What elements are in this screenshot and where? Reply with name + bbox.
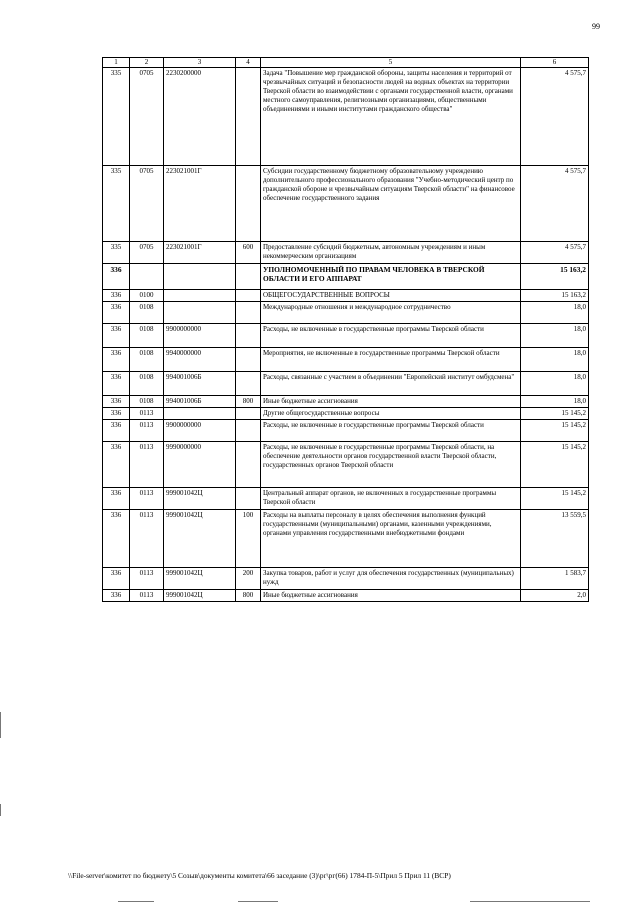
table-row <box>103 242 589 264</box>
cell-subsection: 0108 <box>130 396 164 408</box>
table-row <box>103 372 589 396</box>
cell-description: Расходы, не включенные в государственные программы Тверской области <box>261 324 521 348</box>
table-row <box>103 407 589 419</box>
cell-amount: 18,0 <box>521 302 589 324</box>
cell-description: Задача "Повышение мер гражданской обороны, защиты населения и территорий от чрезвычайных ситуаций и безопасности людей на водных объектах на территории Тверской области во взаимодействии с органами государственной власти, органами местного самоуправления, религиозными организациями, общественными объединениями и иными институтами гражданского общества" <box>261 68 521 166</box>
cell-target-article: 9940000000 <box>164 348 236 372</box>
cell-expense-type <box>236 68 261 166</box>
file-path-footer: \\File-server\комитет по бюджету\5 Созыв\документы комитета\66 заседание (3)\рг\рг(66) 1784-П-5\Прил 5 Прил 11 (ВСР) <box>68 871 451 880</box>
table-row <box>103 68 589 166</box>
cell-subsection: 0100 <box>130 290 164 302</box>
cell-subsection: 0113 <box>130 509 164 567</box>
cell-subsection: 0113 <box>130 441 164 487</box>
table-row <box>103 589 589 601</box>
table-row <box>103 302 589 324</box>
cell-subsection: 0113 <box>130 567 164 589</box>
cell-section: 336 <box>103 509 130 567</box>
cell-target-article: 999001042Ц <box>164 487 236 509</box>
cell-subsection: 0108 <box>130 324 164 348</box>
cell-expense-type <box>236 324 261 348</box>
cell-expense-type: 200 <box>236 567 261 589</box>
cell-subsection: 0705 <box>130 68 164 166</box>
cell-description: Закупка товаров, работ и услуг для обеспечения государственных (муниципальных) нужд <box>261 567 521 589</box>
cell-expense-type <box>236 372 261 396</box>
cell-target-article <box>164 302 236 324</box>
cell-description: Другие общегосударственные вопросы <box>261 407 521 419</box>
cell-target-article: 994001006Б <box>164 396 236 408</box>
cell-expense-type <box>236 348 261 372</box>
cell-description: Расходы, связанные с участием в объединении "Европейский институт омбудсмена" <box>261 372 521 396</box>
table-row <box>103 396 589 408</box>
cell-amount: 15 145,2 <box>521 419 589 441</box>
cell-description: Центральный аппарат органов, не включенных в государственные программы Тверской области <box>261 487 521 509</box>
cell-description: Расходы, не включенные в государственные программы Тверской области <box>261 419 521 441</box>
cell-expense-type: 800 <box>236 589 261 601</box>
column-header: 6 <box>521 58 589 68</box>
cell-subsection <box>130 264 164 290</box>
cell-target-article <box>164 407 236 419</box>
cell-section: 336 <box>103 567 130 589</box>
cell-section: 336 <box>103 396 130 408</box>
cell-amount: 4 575,7 <box>521 242 589 264</box>
cell-amount: 18,0 <box>521 396 589 408</box>
table-row <box>103 441 589 487</box>
cell-description: Предоставление субсидий бюджетным, автономным учреждениям и иным некоммерческим организациям <box>261 242 521 264</box>
cell-section: 336 <box>103 407 130 419</box>
cell-amount: 18,0 <box>521 348 589 372</box>
table-row <box>103 324 589 348</box>
cell-expense-type: 800 <box>236 396 261 408</box>
cell-description: Мероприятия, не включенные в государственные программы Тверской области <box>261 348 521 372</box>
cell-section: 336 <box>103 290 130 302</box>
cell-amount: 15 145,2 <box>521 407 589 419</box>
cell-description: Расходы на выплаты персоналу в целях обеспечения выполнения функций государственными (муниципальными) органами, казенными учреждениями, органами управления государственными внебюджетными фондами <box>261 509 521 567</box>
cell-amount: 13 559,5 <box>521 509 589 567</box>
cell-amount: 4 575,7 <box>521 166 589 242</box>
cell-amount: 2,0 <box>521 589 589 601</box>
cell-description: Расходы, не включенные в государственные программы Тверской области, на обеспечение деятельности органов государственной власти Тверской области, государственных органов Тверской области <box>261 441 521 487</box>
scan-artifact <box>238 901 278 902</box>
cell-subsection: 0113 <box>130 419 164 441</box>
cell-expense-type <box>236 441 261 487</box>
cell-target-article: 999001042Ц <box>164 567 236 589</box>
cell-subsection: 0705 <box>130 242 164 264</box>
cell-section: 336 <box>103 324 130 348</box>
table-header-row <box>103 58 589 68</box>
cell-target-article: 999001042Ц <box>164 509 236 567</box>
cell-section: 336 <box>103 348 130 372</box>
table-row <box>103 567 589 589</box>
cell-expense-type <box>236 302 261 324</box>
scan-artifact <box>118 901 154 902</box>
cell-amount: 18,0 <box>521 372 589 396</box>
cell-target-article: 223021001Г <box>164 166 236 242</box>
cell-target-article <box>164 264 236 290</box>
cell-amount: 15 163,2 <box>521 264 589 290</box>
cell-amount: 15 145,2 <box>521 441 589 487</box>
cell-description: Международные отношения и международное сотрудничество <box>261 302 521 324</box>
cell-description: Субсидии государственному бюджетному образовательному учреждению дополнительного профессионального образования "Учебно-методический центр по гражданской обороне и чрезвычайным ситуациям Тверской области" на финансовое обеспечение государственного задания <box>261 166 521 242</box>
table-row <box>103 290 589 302</box>
cell-amount: 4 575,7 <box>521 68 589 166</box>
cell-description: ОБЩЕГОСУДАРСТВЕННЫЕ ВОПРОСЫ <box>261 290 521 302</box>
cell-expense-type <box>236 264 261 290</box>
cell-section: 336 <box>103 302 130 324</box>
cell-expense-type: 100 <box>236 509 261 567</box>
cell-subsection: 0113 <box>130 487 164 509</box>
cell-section: 335 <box>103 68 130 166</box>
scan-artifact <box>0 804 1 816</box>
table-row <box>103 166 589 242</box>
cell-expense-type <box>236 487 261 509</box>
table-row <box>103 419 589 441</box>
budget-table <box>102 57 589 602</box>
cell-target-article: 999001042Ц <box>164 589 236 601</box>
cell-subsection: 0108 <box>130 348 164 372</box>
cell-amount: 15 145,2 <box>521 487 589 509</box>
cell-expense-type: 600 <box>236 242 261 264</box>
cell-subsection: 0705 <box>130 166 164 242</box>
cell-section: 336 <box>103 419 130 441</box>
page-number: 99 <box>592 22 600 31</box>
cell-target-article: 9990000000 <box>164 441 236 487</box>
cell-target-article: 994001006Б <box>164 372 236 396</box>
cell-subsection: 0113 <box>130 589 164 601</box>
scan-artifact <box>0 712 1 738</box>
cell-expense-type <box>236 166 261 242</box>
cell-target-article: 9900000000 <box>164 324 236 348</box>
cell-description: Иные бюджетные ассигнования <box>261 396 521 408</box>
cell-section: 335 <box>103 242 130 264</box>
column-header: 1 <box>103 58 130 68</box>
cell-section: 335 <box>103 166 130 242</box>
column-header: 3 <box>164 58 236 68</box>
column-header: 5 <box>261 58 521 68</box>
cell-description: Иные бюджетные ассигнования <box>261 589 521 601</box>
column-header: 2 <box>130 58 164 68</box>
cell-subsection: 0113 <box>130 407 164 419</box>
cell-expense-type <box>236 290 261 302</box>
cell-section: 336 <box>103 372 130 396</box>
cell-amount: 18,0 <box>521 324 589 348</box>
cell-target-article: 2230200000 <box>164 68 236 166</box>
cell-description: УПОЛНОМОЧЕННЫЙ ПО ПРАВАМ ЧЕЛОВЕКА В ТВЕРСКОЙ ОБЛАСТИ И ЕГО АППАРАТ <box>261 264 521 290</box>
cell-subsection: 0108 <box>130 302 164 324</box>
cell-expense-type <box>236 419 261 441</box>
table-row <box>103 487 589 509</box>
cell-section: 336 <box>103 487 130 509</box>
cell-subsection: 0108 <box>130 372 164 396</box>
cell-target-article: 9900000000 <box>164 419 236 441</box>
cell-amount: 15 163,2 <box>521 290 589 302</box>
column-header: 4 <box>236 58 261 68</box>
cell-section: 336 <box>103 441 130 487</box>
cell-expense-type <box>236 407 261 419</box>
cell-section: 336 <box>103 264 130 290</box>
cell-target-article <box>164 290 236 302</box>
table-row <box>103 264 589 290</box>
cell-amount: 1 583,7 <box>521 567 589 589</box>
scan-artifact <box>470 901 590 902</box>
table-row <box>103 348 589 372</box>
cell-target-article: 223021001Г <box>164 242 236 264</box>
cell-section: 336 <box>103 589 130 601</box>
table-row <box>103 509 589 567</box>
